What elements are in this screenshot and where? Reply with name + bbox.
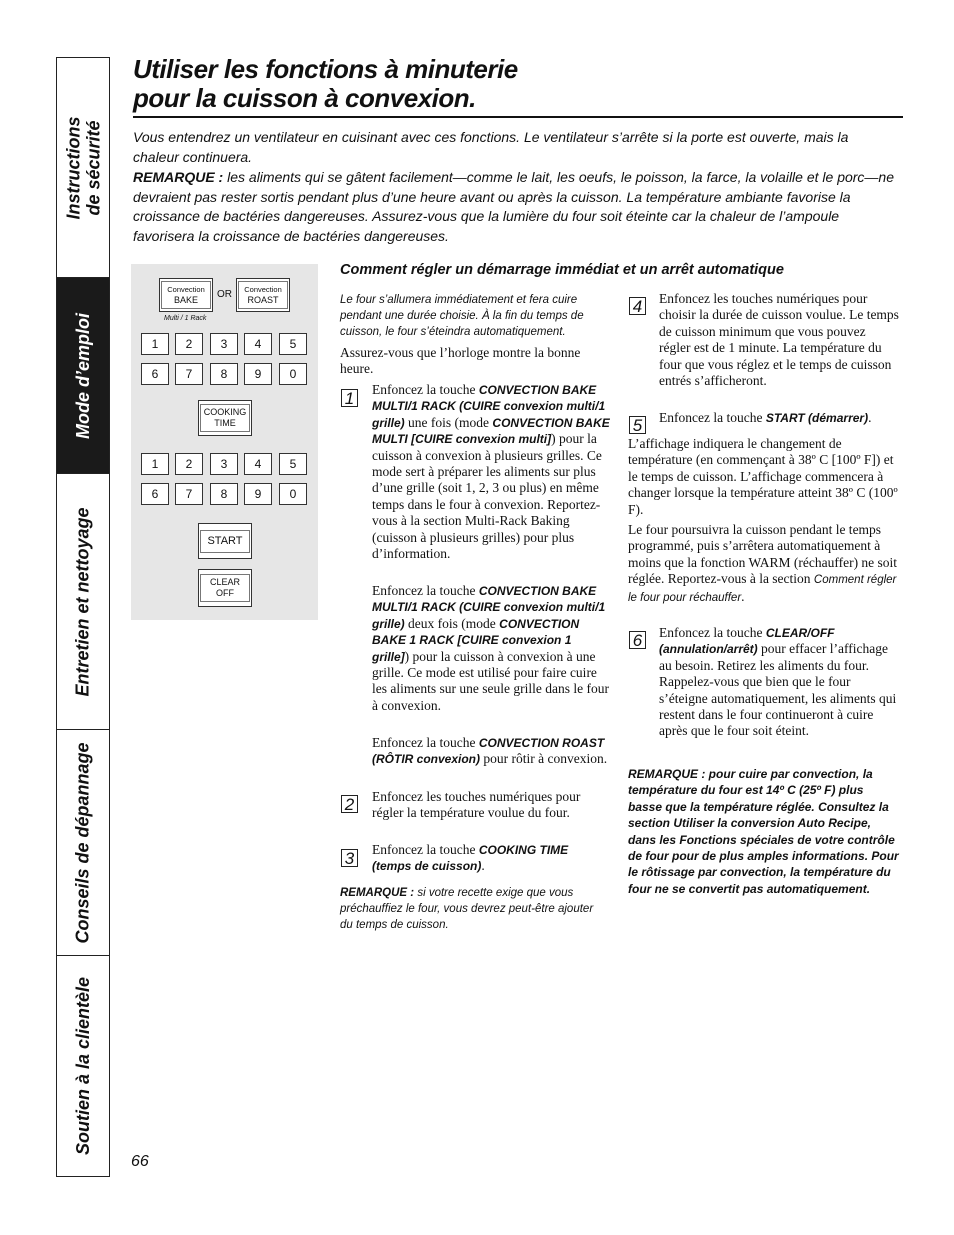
convection-bake-line2: BAKE <box>173 295 198 305</box>
step-1a-key: CONVECTION BAKE MULTI/1 RACK (CUIRE convexion multi/1 grille) <box>372 383 606 430</box>
step-3-text <box>372 842 610 875</box>
step-3-post: . <box>481 858 485 874</box>
step-1b-pre: Enfoncez la touche <box>372 583 479 598</box>
tab-troubleshooting-label: Conseils de dépannage <box>73 741 93 944</box>
tab-care-cleaning[interactable] <box>57 474 109 730</box>
convection-bake-key[interactable] <box>159 278 213 312</box>
time-key-3[interactable]: 3 <box>210 453 238 475</box>
step-3-pre: Enfoncez la touche <box>372 842 479 857</box>
cooking-time-key-face <box>203 407 247 429</box>
time-key-8[interactable]: 8 <box>210 483 238 505</box>
page-title <box>133 55 903 118</box>
convection-note: REMARQUE : pour cuire par convection, la température du four est 14º C (25º F) plus basse que la température réglée. Consultez la section Utiliser la conversion Auto Recipe, dans les Fonctions spéciales de votre contrôle de four pour de plus amples informations. Pour le rôtissage par convection, la température du four ne se convertit pas automatiquement. <box>628 767 899 896</box>
step-1c-pre: Enfoncez la touche <box>372 735 479 750</box>
display-paragraph: L’affichage indiquera le changement de température (en commençant à 38º C [100º F]) et le temps de cuisson. L’affichage commencera à changer lorsque la température atteint 38º C (100º F). <box>628 436 898 517</box>
clear-off-key[interactable] <box>198 569 252 607</box>
step-1a-mid: une fois (mode <box>404 414 493 430</box>
intro-paragraph: Vous entendrez un ventilateur en cuisinant avec ces fonctions. Le ventilateur s’arrête si la porte est ouverte, mais la chaleur continuera. <box>133 129 849 165</box>
intro-remark <box>133 168 898 246</box>
tab-consumer-support[interactable] <box>57 956 109 1176</box>
continue-post: . <box>741 588 745 604</box>
temp-key-7[interactable]: 7 <box>175 363 203 385</box>
section-tabs <box>56 57 110 1177</box>
cooking-time-key[interactable] <box>198 400 252 436</box>
step-1a-pre: Enfoncez la touche <box>372 382 479 397</box>
temp-key-6[interactable]: 6 <box>141 363 169 385</box>
convection-roast-line1: Convection <box>244 285 282 294</box>
time-key-1[interactable]: 1 <box>141 453 169 475</box>
step-1b-key: CONVECTION BAKE MULTI/1 RACK (CUIRE convexion multi/1 grille) <box>372 584 606 631</box>
time-key-9[interactable]: 9 <box>244 483 272 505</box>
control-panel-illustration <box>131 264 318 620</box>
intro-remark-label: REMARQUE : <box>133 169 224 185</box>
convection-roast-line2: ROAST <box>247 295 279 305</box>
time-key-5[interactable]: 5 <box>279 453 307 475</box>
step-2-text: Enfoncez les touches numériques pour régler la température voulue du four. <box>372 789 581 821</box>
start-key[interactable] <box>198 523 252 559</box>
step-5-post: . <box>868 410 872 425</box>
page-title-line2: pour la cuisson à convexion. <box>133 83 476 113</box>
continue-text: Le four poursuivra la cuisson pendant le temps programmé, puis s’arrêtera automatiquement à moins que la fonction WARM (réchauffer) ne soit réglée. Reportez-vous à la section <box>628 522 898 587</box>
step-5-key: START (démarrer) <box>765 411 869 425</box>
step-3-badge: 3 <box>341 849 358 867</box>
or-label: OR <box>217 289 232 300</box>
time-key-0[interactable]: 0 <box>279 483 307 505</box>
time-key-2[interactable]: 2 <box>175 453 203 475</box>
step-6-key: CLEAR/OFF (annulation/arrêt) <box>659 626 835 657</box>
col1-remark-text: si votre recette exige que vous préchauffiez le four, vous devrez peut-être ajouter du temps de cuisson. <box>340 887 594 931</box>
step-4-badge: 4 <box>629 297 646 315</box>
convection-roast-key-face <box>241 284 285 306</box>
intro-remark-text: les aliments qui se gâtent facilement—comme le lait, les oeufs, le poisson, la farce, la volaille et le porc—ne devraient pas rester sortis pendant plus d’une heure avant ou après la cuisson. La température ambiante favorise la croissance de bactéries dangereuses. Assurez-vous que la lumière du four soit éteinte car la chaleur de l’ampoule favorisera la croissance de bactéries dangereuses. <box>133 169 895 244</box>
tab-safety[interactable] <box>57 58 109 278</box>
continue-paragraph <box>628 522 900 606</box>
step-1-badge: 1 <box>341 389 358 407</box>
step-1b-text <box>372 583 610 714</box>
time-key-6[interactable]: 6 <box>141 483 169 505</box>
temp-key-8[interactable]: 8 <box>210 363 238 385</box>
step-4-text: Enfoncez les touches numériques pour choisir la durée de cuisson voulue. Le temps de cuisson minimum que vous pouvez régler est de 1 minute. La température du four que vous réglez et le temps de cuisson entrés s’afficheront. <box>659 291 899 389</box>
step-5-badge: 5 <box>629 416 646 434</box>
time-key-7[interactable]: 7 <box>175 483 203 505</box>
convection-roast-key[interactable] <box>236 278 290 312</box>
temp-key-0[interactable]: 0 <box>279 363 307 385</box>
continue-link: Comment régler le four pour réchauffer <box>628 574 897 604</box>
col1-remark <box>340 885 600 933</box>
cooking-time-line1: COOKING <box>203 407 247 417</box>
step-1a-text <box>372 382 610 562</box>
clear-off-key-face <box>203 577 247 599</box>
temp-key-9[interactable]: 9 <box>244 363 272 385</box>
step-1b-mode: CONVECTION BAKE 1 RACK [CUIRE convexion 1 grille] <box>372 616 580 664</box>
step-3-key: COOKING TIME (temps de cuisson) <box>372 843 569 874</box>
temp-key-1[interactable]: 1 <box>141 333 169 355</box>
tab-troubleshooting[interactable] <box>57 730 109 956</box>
clock-paragraph: Assurez-vous que l’horloge montre la bonne heure. <box>340 345 581 377</box>
step-1a-mode: CONVECTION BAKE MULTI [CUIRE convexion multi] <box>372 415 610 447</box>
clear-off-line1: CLEAR <box>209 577 240 587</box>
convection-bake-line1: Convection <box>167 285 205 294</box>
start-key-face: START <box>203 533 247 550</box>
tab-operating-label: Mode d’emploi <box>73 312 93 439</box>
lead-paragraph: Le four s’allumera immédiatement et fera cuire pendant une durée choisie. À la fin du temps de cuisson, le four s’éteindra automatiquement. <box>340 294 584 338</box>
step-5-text <box>659 410 899 426</box>
page-title-line1: Utiliser les fonctions à minuterie <box>133 54 518 84</box>
step-1c-key: CONVECTION ROAST (RÔTIR convexion) <box>372 736 605 767</box>
step-1a-post: ) pour la cuisson à convexion à plusieurs grilles. Ce mode sert à préparer les aliments sur plus d’une grille (soit 1, 2, 3 ou plus) en même temps dans le four à convexion. Reportez-vous à la section Multi-Rack Baking (cuisson à plusieurs grilles) pour plus d’information. <box>372 431 602 562</box>
step-1b-post: ) pour la cuisson à convexion à une grille. Ce mode est utilisé pour faire cuire les aliments sur une seule grille dans le four à convexion. <box>372 648 609 713</box>
tab-consumer-support-label: Soutien à la clientèle <box>73 976 93 1156</box>
step-6-post: pour effacer l’affichage au besoin. Retirez les aliments du four. Rappelez-vous que bien que le four s’éteigne automatiquement, les aliments qui restent dans le four continueront à cuire après que le four soit éteint. <box>659 641 897 739</box>
col1-remark-label: REMARQUE : <box>340 887 415 899</box>
section-subheading: Comment régler un démarrage immédiat et un arrêt automatique <box>340 262 784 278</box>
step-2-badge: 2 <box>341 795 358 813</box>
step-6-text <box>659 625 899 740</box>
convection-bake-key-face <box>164 284 208 306</box>
temp-key-5[interactable]: 5 <box>279 333 307 355</box>
step-1c-post: pour rôtir à convexion. <box>480 751 608 767</box>
multi-rack-label: Multi / 1 Rack <box>164 315 207 322</box>
clear-off-line2: OFF <box>216 588 234 598</box>
temp-key-2[interactable]: 2 <box>175 333 203 355</box>
tab-safety-label: Instructions de sécurité <box>63 115 104 220</box>
step-5-pre: Enfoncez la touche <box>659 410 766 425</box>
step-1b-mid: deux fois (mode <box>404 615 500 631</box>
page-number: 66 <box>131 1153 149 1170</box>
time-key-4[interactable]: 4 <box>244 453 272 475</box>
cooking-time-line2: TIME <box>214 418 236 428</box>
temp-key-4[interactable]: 4 <box>244 333 272 355</box>
step-1c-text <box>372 735 610 768</box>
step-6-badge: 6 <box>629 631 646 649</box>
step-6-pre: Enfoncez la touche <box>659 625 766 640</box>
tab-care-cleaning-label: Entretien et nettoyage <box>73 506 94 697</box>
tab-operating[interactable] <box>57 278 109 474</box>
temp-key-3[interactable]: 3 <box>210 333 238 355</box>
